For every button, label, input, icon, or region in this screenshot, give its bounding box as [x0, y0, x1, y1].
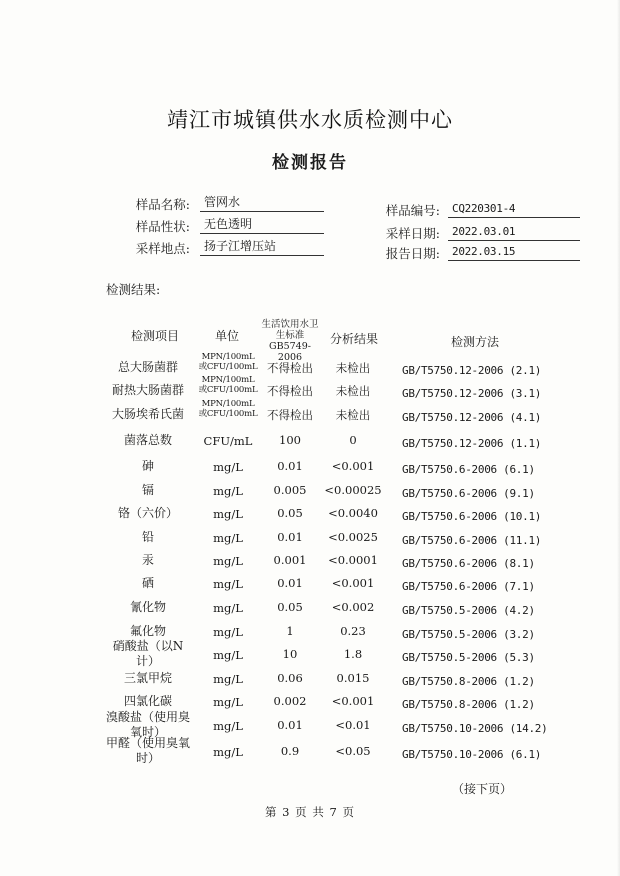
row-unit: MPN/100mL或CFU/100mL — [198, 375, 258, 395]
row-item: 三氯甲烷 — [123, 671, 172, 685]
row-standard: 0.005 — [273, 483, 307, 497]
row-method: GB/T5750.12-2006 (3.1) — [402, 387, 542, 400]
row-item: 溴酸盐（使用臭氧时） — [106, 710, 191, 739]
continued-note: （接下页） — [452, 782, 513, 796]
row-standard: 100 — [279, 433, 301, 447]
row-standard: 不得检出 — [267, 384, 313, 398]
row-item: 耐热大肠菌群 — [111, 383, 184, 397]
sample-id-value: CQ220301-4 — [448, 200, 580, 218]
row-standard: 0.01 — [277, 718, 303, 732]
row-result: 未检出 — [335, 384, 371, 398]
header-item: 检测项目 — [130, 329, 179, 343]
row-result: <0.05 — [335, 744, 371, 758]
row-item: 镉 — [141, 483, 154, 497]
row-item: 菌落总数 — [123, 433, 172, 447]
row-item: 总大肠菌群 — [117, 360, 178, 374]
row-unit: mg/L — [213, 625, 243, 639]
sample-nature-label: 样品性状: — [135, 219, 190, 234]
row-item: 甲醛（使用臭氧时） — [106, 736, 191, 765]
row-standard: 0.01 — [277, 530, 303, 544]
row-result: 1.8 — [343, 647, 363, 661]
row-result: 未检出 — [335, 361, 371, 375]
row-standard: 1 — [286, 624, 294, 638]
row-method: GB/T5750.6-2006 (7.1) — [402, 580, 535, 593]
row-result: 未检出 — [335, 408, 371, 422]
row-unit: mg/L — [213, 507, 243, 521]
sampling-location-value: 扬子江增压站 — [200, 238, 324, 256]
page-number: 第 3 页 共 7 页 — [265, 805, 355, 819]
row-result: <0.0040 — [328, 506, 378, 520]
row-method: GB/T5750.8-2006 (1.2) — [402, 698, 535, 711]
row-method: GB/T5750.6-2006 (11.1) — [402, 534, 542, 547]
row-method: GB/T5750.6-2006 (6.1) — [402, 463, 535, 476]
row-method: GB/T5750.8-2006 (1.2) — [402, 675, 535, 688]
row-method: GB/T5750.5-2006 (5.3) — [402, 651, 535, 664]
row-method: GB/T5750.5-2006 (3.2) — [402, 628, 535, 641]
row-standard: 10 — [282, 647, 298, 661]
sample-name-value: 管网水 — [200, 194, 324, 212]
row-unit: CFU/mL — [203, 434, 253, 448]
row-unit: mg/L — [213, 577, 243, 591]
header-unit: 单位 — [214, 329, 239, 343]
row-result: <0.001 — [331, 576, 375, 590]
row-item: 铬（六价） — [117, 506, 178, 520]
row-item: 大肠埃希氏菌 — [111, 407, 184, 421]
row-method: GB/T5750.6-2006 (8.1) — [402, 557, 535, 570]
row-method: GB/T5750.12-2006 (4.1) — [402, 411, 542, 424]
row-item: 硝酸盐（以N计） — [112, 639, 184, 668]
row-item: 氰化物 — [129, 600, 166, 614]
row-unit: mg/L — [213, 554, 243, 568]
row-item: 铅 — [141, 530, 154, 544]
row-result: <0.00025 — [324, 483, 382, 497]
row-standard: 不得检出 — [267, 361, 313, 375]
row-method: GB/T5750.10-2006 (14.2) — [402, 722, 548, 735]
row-unit: MPN/100mL或CFU/100mL — [198, 399, 258, 419]
row-method: GB/T5750.12-2006 (2.1) — [402, 364, 542, 377]
row-item: 四氯化碳 — [123, 694, 172, 708]
sample-name-label: 样品名称: — [135, 197, 190, 212]
row-method: GB/T5750.12-2006 (1.1) — [402, 437, 542, 450]
report-date-label: 报告日期: — [385, 246, 440, 261]
row-result: <0.01 — [335, 718, 371, 732]
row-standard: 0.002 — [273, 694, 307, 708]
row-method: GB/T5750.5-2006 (4.2) — [402, 604, 535, 617]
row-standard: 0.01 — [277, 459, 303, 473]
row-item: 砷 — [141, 459, 154, 473]
row-item: 硒 — [141, 576, 154, 590]
header-method: 检测方法 — [450, 335, 499, 349]
row-unit: MPN/100mL或CFU/100mL — [198, 352, 258, 372]
sample-id-label: 样品编号: — [385, 203, 440, 218]
row-result: 0.23 — [340, 624, 366, 638]
row-unit: mg/L — [213, 672, 243, 686]
results-section-label: 检测结果: — [106, 282, 161, 297]
row-standard: 0.01 — [277, 576, 303, 590]
row-standard: 0.06 — [277, 671, 303, 685]
row-standard: 0.05 — [277, 600, 303, 614]
row-standard: 0.9 — [280, 744, 300, 758]
row-item: 汞 — [141, 553, 154, 567]
sampling-location-label: 采样地点: — [135, 241, 190, 256]
row-unit: mg/L — [213, 648, 243, 662]
report-date-value: 2022.03.15 — [448, 243, 580, 261]
row-result: <0.002 — [331, 600, 375, 614]
row-unit: mg/L — [213, 601, 243, 615]
row-method: GB/T5750.6-2006 (10.1) — [402, 510, 542, 523]
sampling-date-label: 采样日期: — [385, 226, 440, 241]
row-unit: mg/L — [213, 531, 243, 545]
row-unit: mg/L — [213, 484, 243, 498]
row-method: GB/T5750.6-2006 (9.1) — [402, 487, 535, 500]
row-result: 0.015 — [336, 671, 370, 685]
sampling-date-value: 2022.03.01 — [448, 223, 580, 241]
row-standard: 不得检出 — [267, 408, 313, 422]
row-result: <0.001 — [331, 459, 375, 473]
row-unit: mg/L — [213, 745, 243, 759]
organization-title: 靖江市城镇供水水质检测中心 — [167, 108, 453, 132]
header-result: 分析结果 — [329, 332, 378, 346]
row-result: <0.001 — [331, 694, 375, 708]
row-item: 氟化物 — [129, 624, 166, 638]
header-standard: 生活饮用水卫生标准GB5749-2006 — [261, 319, 319, 363]
row-unit: mg/L — [213, 719, 243, 733]
row-result: <0.0025 — [328, 530, 378, 544]
row-method: GB/T5750.10-2006 (6.1) — [402, 748, 542, 761]
row-result: <0.0001 — [328, 553, 378, 567]
row-standard: 0.05 — [277, 506, 303, 520]
row-result: 0 — [349, 433, 357, 447]
row-unit: mg/L — [213, 460, 243, 474]
row-unit: mg/L — [213, 695, 243, 709]
row-standard: 0.001 — [273, 553, 307, 567]
sample-nature-value: 无色透明 — [200, 216, 324, 234]
report-title: 检测报告 — [272, 153, 348, 173]
